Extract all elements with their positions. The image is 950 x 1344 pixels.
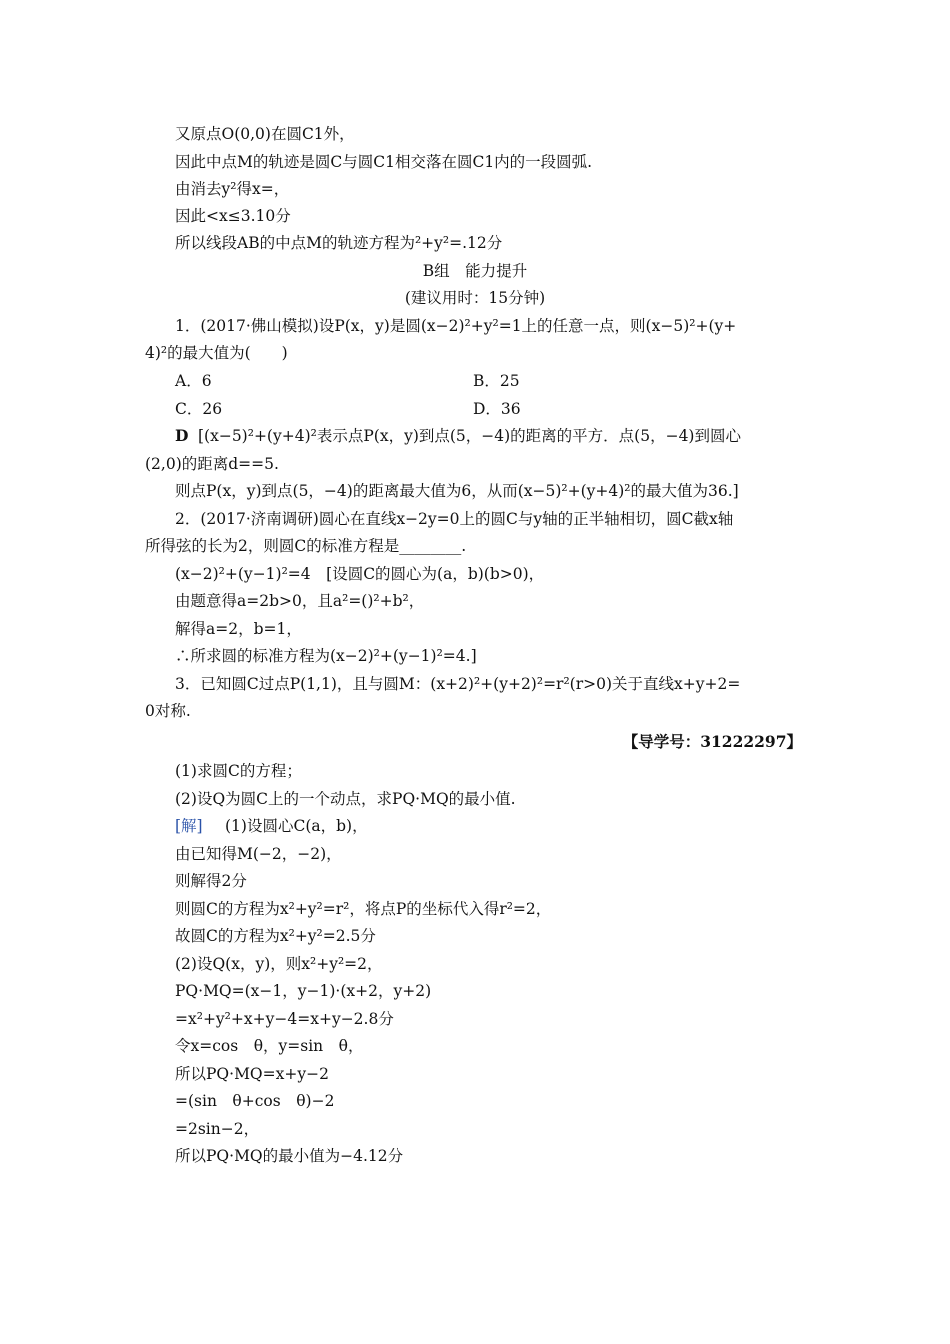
question-3: 3．已知圆C过点P(1,1)，且与圆M：(x+2)²+(y+2)²=r²(r>0)关于直线x+y+2= xyxy=(175,675,741,693)
text-line: 则点P(x，y)到点(5，−4)的距离最大值为6，从而(x−5)²+(y+4)²的最大值为36.] xyxy=(175,482,739,500)
question-1: 1．(2017·佛山模拟)设P(x，y)是圆(x−2)²+y²=1上的任意一点，则(x−5)²+(y+ xyxy=(175,317,737,335)
text-line: 令x=cos θ，y=sin θ， xyxy=(175,1037,364,1055)
text-line: 因此<x≤3.10分 xyxy=(175,207,291,225)
section-heading: B组 能力提升 xyxy=(422,262,528,280)
text-line: (1)设圆心C(a，b)， xyxy=(225,817,368,835)
text-line: 解得a=2，b=1， xyxy=(175,620,302,638)
text-line: 则解得2分 xyxy=(175,872,247,890)
text-line: 0对称. xyxy=(145,702,191,720)
text-line: (x−2)²+(y−1)²=4 [设圆C的圆心为(a，b)(b>0)， xyxy=(175,565,545,583)
option-a: A．6 xyxy=(175,372,212,390)
text-line: 所以线段AB的中点M的轨迹方程为²+y²=.12分 xyxy=(175,234,503,252)
text-line: 由题意得a=2b>0，且a²=()²+b²， xyxy=(175,592,425,610)
text-line: 所以PQ·MQ的最小值为−4.12分 xyxy=(175,1147,404,1165)
text-line: 所以PQ·MQ=x+y−2 xyxy=(175,1065,329,1083)
question-2: 2．(2017·济南调研)圆心在直线x−2y=0上的圆C与y轴的正半轴相切，圆C截x轴 xyxy=(175,510,734,528)
guide-number: 【导学号：31222297】 xyxy=(622,732,802,751)
answer-label: D xyxy=(175,426,189,445)
section-subheading: (建议用时：15分钟) xyxy=(404,289,546,307)
text-line: 则圆C的方程为x²+y²=r²，将点P的坐标代入得r²=2， xyxy=(175,900,552,918)
text-line: =2sin−2， xyxy=(175,1120,260,1138)
text-line: 因此中点M的轨迹是圆C与圆C1相交落在圆C1内的一段圆弧. xyxy=(175,153,593,171)
text-line: 故圆C的方程为x²+y²=2.5分 xyxy=(175,927,376,945)
text-line: (2,0)的距离d==5. xyxy=(145,455,279,473)
text-line: (1)求圆C的方程； xyxy=(175,762,302,780)
text-line: ∴所求圆的标准方程为(x−2)²+(y−1)²=4.] xyxy=(175,647,477,665)
text-line: 所得弦的长为2，则圆C的标准方程是________. xyxy=(145,537,467,555)
option-c: C．26 xyxy=(175,400,223,418)
text-line: PQ·MQ=(x−1，y−1)·(x+2，y+2) xyxy=(175,982,432,1000)
text-line: 4)²的最大值为( ) xyxy=(145,344,288,362)
text-line: =x²+y²+x+y−4=x+y−2.8分 xyxy=(175,1010,394,1028)
solution-label: [解] xyxy=(175,817,203,835)
text-line: 又原点O(0,0)在圆C1外， xyxy=(175,125,355,143)
text-line: =(sin θ+cos θ)−2 xyxy=(175,1092,335,1110)
text-line: 由已知得M(−2，−2)， xyxy=(175,845,342,863)
text-line: (2)设Q(x，y)，则x²+y²=2， xyxy=(175,955,383,973)
option-d: D．36 xyxy=(473,400,521,418)
answer-explanation: [(x−5)²+(y+4)²表示点P(x，y)到点(5，−4)的距离的平方．点(5，−4)到圆心 xyxy=(198,427,741,445)
option-b: B．25 xyxy=(473,372,520,390)
text-line: 由消去y²得x=， xyxy=(175,180,290,198)
text-line: (2)设Q为圆C上的一个动点，求PQ·MQ的最小值. xyxy=(175,790,516,808)
